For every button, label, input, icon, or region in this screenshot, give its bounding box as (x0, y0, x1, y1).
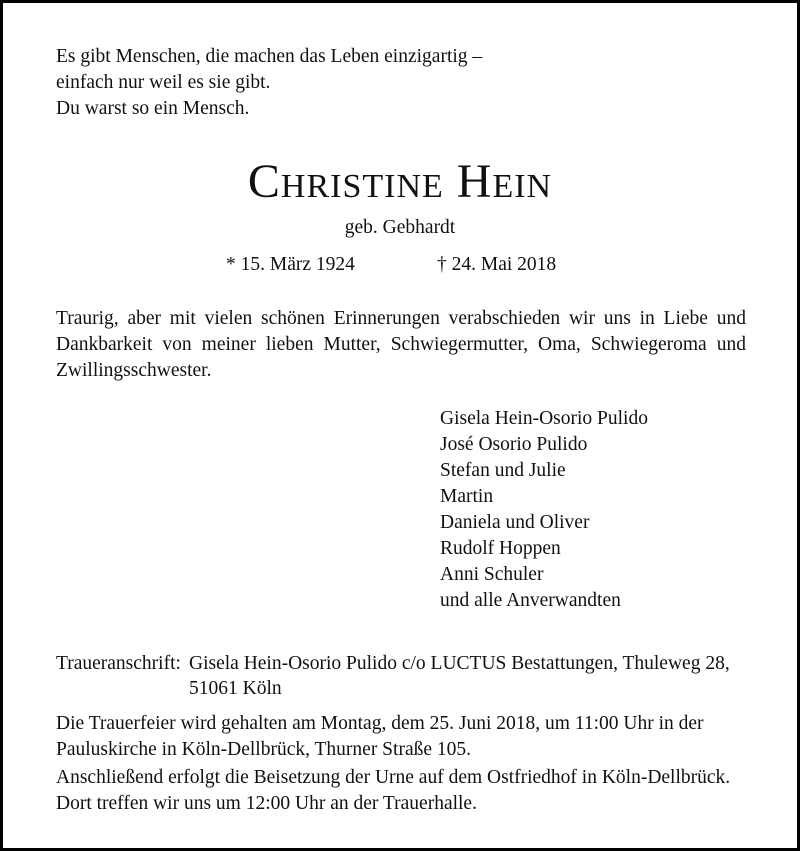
intro-verse-line: Es gibt Menschen, die machen das Leben einzigartig – (56, 46, 483, 67)
intro-verse (56, 44, 482, 122)
burial-line: Anschließend erfolgt die Beisetzung der Urne auf dem Ostfriedhof in Köln-Dellbrück. (56, 767, 731, 788)
deceased-name: Christine Hein (247, 155, 553, 208)
birth-date: * 15. März 1924 (226, 254, 355, 275)
burial-line: Dort treffen wir uns um 12:00 Uhr an der Trauerhalle. (56, 793, 477, 814)
burial-info (56, 765, 746, 817)
mourner-name: Rudolf Hoppen (440, 538, 561, 559)
mourner-name: Anni Schuler (440, 564, 544, 585)
mourners-list (440, 406, 648, 614)
service-line: Pauluskirche in Köln-Dellbrück, Thurner Straße 105. (56, 739, 472, 760)
funeral-service-info (56, 711, 746, 763)
mourner-name: José Osorio Pulido (440, 434, 588, 455)
address-label: Traueranschrift: (56, 653, 181, 674)
mourning-text: Traurig, aber mit vielen schönen Erinnerungen verabschieden wir uns in Liebe und Dankbarkeit von meiner lieben Mutter, Schwiegermutter, Oma, Schwiegeroma und Zwillingsschwester. (56, 308, 746, 381)
address-line: Gisela Hein-Osorio Pulido c/o LUCTUS Bestattungen, Thuleweg 28, (189, 653, 730, 674)
intro-verse-line: einfach nur weil es sie gibt. (56, 72, 271, 93)
intro-verse-line: Du warst so ein Mensch. (56, 98, 250, 119)
mourner-name: Stefan und Julie (440, 460, 566, 481)
death-date: † 24. Mai 2018 (437, 254, 557, 275)
mourner-name: Gisela Hein-Osorio Pulido (440, 408, 648, 429)
mourner-name: Martin (440, 486, 494, 507)
maiden-name: geb. Gebhardt (344, 217, 456, 238)
service-line: Die Trauerfeier wird gehalten am Montag, dem 25. Juni 2018, um 11:00 Uhr in der (56, 713, 704, 734)
mourner-name: und alle Anverwandten (440, 590, 621, 611)
mourner-name: Daniela und Oliver (440, 512, 590, 533)
address-line: 51061 Köln (189, 678, 282, 699)
